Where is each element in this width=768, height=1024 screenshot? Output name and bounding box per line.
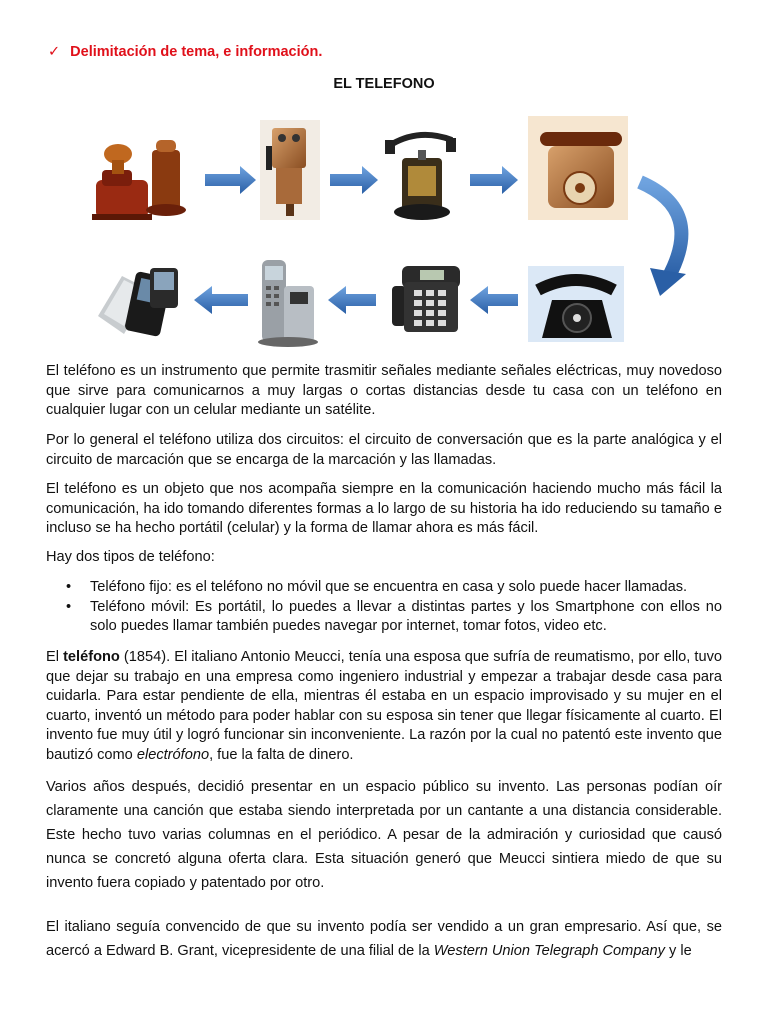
arrow-curve-down (640, 182, 681, 278)
wall-crank-telephone-icon (260, 120, 320, 220)
text-segment: , fue la falta de dinero. (209, 746, 354, 763)
cordless-phone-icon (258, 260, 318, 347)
paragraph-circuits: Por lo general el teléfono utiliza dos circuitos: el circuito de conversación que es la parte analógica y el circuito de marcación que se encarga de la marcación y las llamadas. (46, 432, 722, 468)
office-desk-phone-icon (392, 266, 460, 332)
paragraph-meucci-history (46, 648, 722, 765)
list-item (46, 598, 722, 637)
italic-company: Western Union Telegraph Company (433, 943, 665, 959)
checkmark-icon: ✓ (48, 44, 61, 60)
list-item (46, 578, 722, 598)
paragraph-types-intro: Hay dos tipos de teléfono: (46, 549, 215, 565)
text-segment: (1854). El italiano Antonio Meucci, tenía una esposa que sufría de reumatismo, por ello, tuvo que dejar su trabajo en una empresa como ingeniero industrial y empezar a trabajar desde casa para cuidarla. Para estar pendiente de ella, mientras él estaba en un espacio improvisado y su mujer en el cuarto, inventó un método para poder hablar con su esposa sin tener que llegar físicamente al cuarto. El invento fue muy útil y logró funcionar sin inconveniente. La razón por la cual no patentó este invento que bautizó como (46, 649, 723, 763)
early-telephone-icon (92, 140, 186, 220)
text-segment: y le (664, 943, 692, 959)
evolution-svg (0, 110, 768, 350)
arrow-right-3 (470, 166, 518, 194)
text-segment: El (46, 649, 64, 665)
telephone-evolution-diagram (0, 110, 768, 350)
black-rotary-telephone-icon (528, 266, 624, 342)
list-item-text: Teléfono fijo: es el teléfono no móvil que se encuentra en casa y solo puede hacer llamadas. (90, 579, 688, 595)
subject-text: Delimitación de tema, e información. (70, 44, 323, 60)
bullet-icon: • (66, 598, 72, 615)
mobile-phones-icon (98, 268, 178, 337)
paragraph-public-presentation: Varios años después, decidió presentar en un espacio público su invento. Las personas podían oír claramente una canción que estaba siendo interpretada por un cantante a una distancia considerable. Este hecho tuvo varias columnas en el periódico. A pesar de la admiración y curiosidad que causó nunca se concretó alguna oferta clara. Esta situación generó que Meucci sintiera miedo de que su invento fuera copiado y patentado por otro. (46, 779, 722, 891)
arrow-right-2 (330, 166, 378, 194)
arrow-left-2 (328, 286, 376, 314)
page-title: EL TELEFONO (333, 76, 435, 92)
wooden-rotary-telephone-icon (528, 116, 628, 220)
arrow-right-1 (205, 166, 256, 194)
bold-term: teléfono (63, 649, 120, 665)
candlestick-telephone-icon (385, 135, 456, 220)
paragraph-definition: El teléfono es un instrumento que permite trasmitir señales mediante señales eléctricas, muy novedoso que sirve para comunicarnos a muy largas o cortas distancias desde tu casa con un teléfono en cualquier lugar con un celular mediante un satélite. (46, 363, 722, 418)
text-segment: El italiano seguía convencido de que su invento podía ser vendido a un gran empresario. Así que, se acercó a Edward B. Grant, vicepresidente de una filial de la (46, 919, 722, 959)
phone-types-list (46, 578, 722, 637)
bullet-icon: • (66, 579, 72, 595)
arrow-left-3 (194, 286, 248, 314)
arrow-left-1 (470, 286, 518, 314)
paragraph-evolution: El teléfono es un objeto que nos acompaña siempre en la comunicación haciendo mucho más fácil la comunicación, ha ido tomando diferentes formas a lo largo de su historia ha ido reduciendo su tamaño e incluso se ha hecho portátil (celular) y la forma de llamar ahora es más fácil. (46, 481, 722, 536)
list-item-text: Teléfono móvil: Es portátil, lo puedes a llevar a distintas partes y los Smartphone con ellos no solo puedes llamar también puedes navegar por internet, tomar fotos, video etc. (90, 598, 722, 634)
subject-heading (48, 44, 322, 60)
paragraph-western-union (46, 915, 722, 963)
italic-term: electrófono (136, 746, 210, 763)
